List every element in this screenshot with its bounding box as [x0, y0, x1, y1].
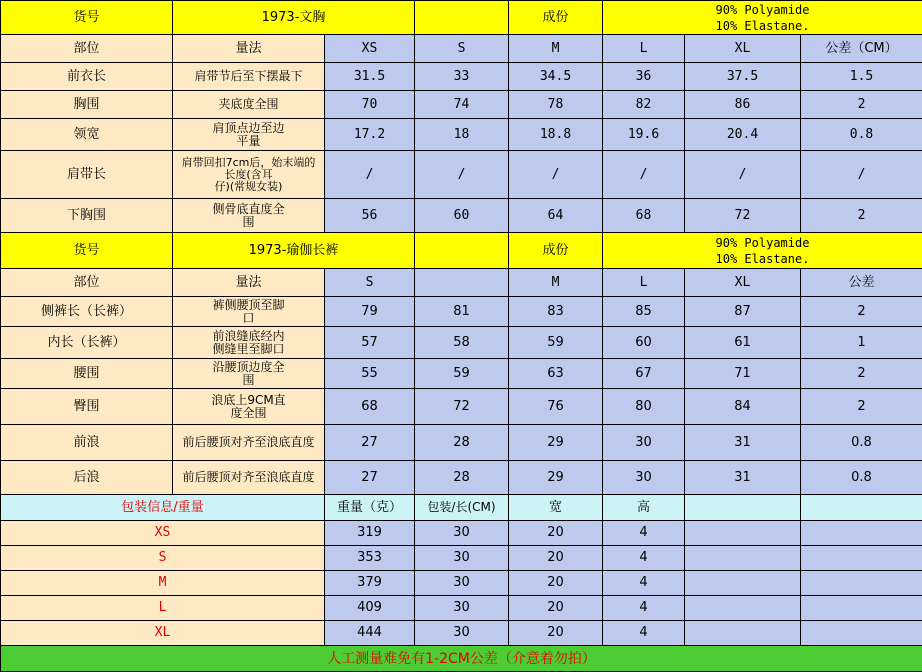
composition-value: [603, 233, 922, 269]
item-value: 1973-文胸: [173, 1, 415, 35]
empty-cell: [685, 621, 801, 646]
package-weight: 409: [325, 596, 415, 621]
tolerance-value: 0.8: [801, 425, 922, 461]
measurement-row: [1, 359, 922, 389]
method-text: 夹底度全围: [173, 91, 325, 119]
composition-value: [603, 1, 922, 35]
tolerance-value: 1.5: [801, 63, 922, 91]
package-height: 4: [603, 546, 685, 571]
part-name: 胸围: [1, 91, 173, 119]
empty-cell: [801, 621, 922, 646]
empty-cell: [415, 233, 509, 269]
measurement-row: [1, 461, 922, 495]
empty-cell: [801, 546, 922, 571]
size-value: 74: [415, 91, 509, 119]
measurement-row: [1, 199, 922, 233]
package-size: XS: [1, 521, 325, 546]
tolerance-value: 2: [801, 91, 922, 119]
size-value: 59: [415, 359, 509, 389]
package-size: S: [1, 546, 325, 571]
size-value: 70: [325, 91, 415, 119]
item-value: 1973-瑜伽长裤: [173, 233, 415, 269]
composition-label: 成份: [509, 233, 603, 269]
composition-line: 10% Elastane.: [715, 18, 810, 33]
size-value: 59: [509, 327, 603, 359]
size-value: 31: [685, 425, 801, 461]
size-value: 18.8: [509, 119, 603, 151]
tolerance-value: 1: [801, 327, 922, 359]
size-value: 30: [603, 425, 685, 461]
package-width: 20: [509, 521, 603, 546]
method-text: 沿腰顶边度全 围: [173, 359, 325, 389]
size-value: 81: [415, 297, 509, 327]
package-weight: 444: [325, 621, 415, 646]
method-text: 肩带节后至下摆最下: [173, 63, 325, 91]
part-name: 后浪: [1, 461, 173, 495]
size-value: 34.5: [509, 63, 603, 91]
package-row: [1, 521, 922, 546]
package-width: 20: [509, 621, 603, 646]
tolerance-value: 0.8: [801, 461, 922, 495]
measurement-row: [1, 297, 922, 327]
measurement-row: [1, 327, 922, 359]
size-value: 19.6: [603, 119, 685, 151]
method-text: 裤侧腰顶至脚 口: [173, 297, 325, 327]
size-value: 67: [603, 359, 685, 389]
size-header: XL: [685, 269, 801, 297]
size-value: 83: [509, 297, 603, 327]
tolerance-value: 2: [801, 389, 922, 425]
size-value: 80: [603, 389, 685, 425]
item-label: 货号: [1, 233, 173, 269]
method-text: 肩带回扣7cm后，始末端的 长度(含耳 仔)(常规女装): [173, 151, 325, 199]
package-length: 30: [415, 546, 509, 571]
composition-line: 10% Elastane.: [715, 251, 810, 266]
part-name: 臀围: [1, 389, 173, 425]
size-value: 61: [685, 327, 801, 359]
part-name: 前浪: [1, 425, 173, 461]
size-value: 56: [325, 199, 415, 233]
package-length: 30: [415, 521, 509, 546]
tolerance-label: 公差: [801, 269, 922, 297]
tolerance-value: 2: [801, 199, 922, 233]
empty-cell: [685, 495, 801, 521]
size-value: 76: [509, 389, 603, 425]
size-value: 57: [325, 327, 415, 359]
size-value: 84: [685, 389, 801, 425]
package-height: 4: [603, 621, 685, 646]
measurement-row: [1, 425, 922, 461]
composition-line: 90% Polyamide: [715, 2, 810, 17]
measurement-row: [1, 119, 922, 151]
package-height: 4: [603, 596, 685, 621]
package-length: 30: [415, 596, 509, 621]
package-weight: 319: [325, 521, 415, 546]
size-value: /: [415, 151, 509, 199]
size-value: 30: [603, 461, 685, 495]
method-text: 浪底上9CM直 度全围: [173, 389, 325, 425]
top-column-header-row: [1, 35, 922, 63]
size-value: 68: [325, 389, 415, 425]
size-value: 20.4: [685, 119, 801, 151]
package-title: 包装信息/重量: [1, 495, 325, 521]
package-weight: 353: [325, 546, 415, 571]
size-value: 68: [603, 199, 685, 233]
size-value: 27: [325, 425, 415, 461]
empty-cell: [685, 521, 801, 546]
size-header: S: [415, 35, 509, 63]
size-value: 72: [415, 389, 509, 425]
size-value: 33: [415, 63, 509, 91]
size-value: /: [325, 151, 415, 199]
empty-cell: [685, 596, 801, 621]
part-label: 部位: [1, 269, 173, 297]
package-row: [1, 571, 922, 596]
package-row: [1, 621, 922, 646]
empty-cell: [685, 571, 801, 596]
composition-label: 成份: [509, 1, 603, 35]
size-value: 58: [415, 327, 509, 359]
size-value: 18: [415, 119, 509, 151]
empty-cell: [801, 596, 922, 621]
size-value: 78: [509, 91, 603, 119]
package-width: 20: [509, 546, 603, 571]
size-header: S: [325, 269, 415, 297]
empty-cell: [801, 571, 922, 596]
measurement-row: [1, 91, 922, 119]
package-width: 20: [509, 571, 603, 596]
package-height: 4: [603, 521, 685, 546]
size-value: 55: [325, 359, 415, 389]
method-text: 前浪缝底经内 侧缝里至脚口: [173, 327, 325, 359]
size-value: 63: [509, 359, 603, 389]
bottom-header-row: [1, 233, 922, 269]
package-header-row: [1, 495, 922, 521]
size-header: L: [603, 269, 685, 297]
package-header: 重量（克）: [325, 495, 415, 521]
package-header: 宽: [509, 495, 603, 521]
footer-note: 人工测量难免有1-2CM公差（介意着勿拍）: [1, 646, 922, 672]
composition-line: 90% Polyamide: [715, 235, 810, 250]
measurement-row: [1, 389, 922, 425]
size-header: XL: [685, 35, 801, 63]
size-value: 64: [509, 199, 603, 233]
package-row: [1, 596, 922, 621]
empty-cell: [801, 495, 922, 521]
size-header: [415, 269, 509, 297]
part-name: 肩带长: [1, 151, 173, 199]
size-value: 27: [325, 461, 415, 495]
size-value: 72: [685, 199, 801, 233]
size-value: 17.2: [325, 119, 415, 151]
tolerance-value: 0.8: [801, 119, 922, 151]
method-label: 量法: [173, 35, 325, 63]
size-value: 28: [415, 461, 509, 495]
empty-cell: [801, 521, 922, 546]
top-header-row: [1, 1, 922, 35]
part-name: 领宽: [1, 119, 173, 151]
package-header: 高: [603, 495, 685, 521]
package-length: 30: [415, 571, 509, 596]
method-text: 前后腰顶对齐至浪底直度: [173, 425, 325, 461]
method-text: 肩顶点边至边 平量: [173, 119, 325, 151]
size-value: 29: [509, 425, 603, 461]
package-size: L: [1, 596, 325, 621]
size-value: /: [603, 151, 685, 199]
package-header: 包装/长(CM): [415, 495, 509, 521]
size-value: 87: [685, 297, 801, 327]
size-value: 28: [415, 425, 509, 461]
part-name: 侧裤长（长裤）: [1, 297, 173, 327]
footer-row: [1, 646, 922, 672]
size-value: 31.5: [325, 63, 415, 91]
empty-cell: [415, 1, 509, 35]
size-value: /: [509, 151, 603, 199]
package-length: 30: [415, 621, 509, 646]
method-text: 侧骨底直度全 围: [173, 199, 325, 233]
package-size: M: [1, 571, 325, 596]
package-row: [1, 546, 922, 571]
size-value: 71: [685, 359, 801, 389]
method-label: 量法: [173, 269, 325, 297]
size-value: 31: [685, 461, 801, 495]
size-value: 36: [603, 63, 685, 91]
part-name: 前衣长: [1, 63, 173, 91]
tolerance-value: 2: [801, 359, 922, 389]
size-value: 37.5: [685, 63, 801, 91]
item-label: 货号: [1, 1, 173, 35]
size-header: M: [509, 35, 603, 63]
size-value: /: [685, 151, 801, 199]
part-name: 下胸围: [1, 199, 173, 233]
size-header: L: [603, 35, 685, 63]
measurement-row: [1, 151, 922, 199]
package-height: 4: [603, 571, 685, 596]
tolerance-value: /: [801, 151, 922, 199]
part-name: 内长（长裤）: [1, 327, 173, 359]
size-value: 86: [685, 91, 801, 119]
part-name: 腰围: [1, 359, 173, 389]
package-weight: 379: [325, 571, 415, 596]
part-label: 部位: [1, 35, 173, 63]
size-value: 60: [603, 327, 685, 359]
size-value: 60: [415, 199, 509, 233]
tolerance-value: 2: [801, 297, 922, 327]
bottom-column-header-row: [1, 269, 922, 297]
size-value: 29: [509, 461, 603, 495]
size-header: XS: [325, 35, 415, 63]
method-text: 前后腰顶对齐至浪底直度: [173, 461, 325, 495]
package-width: 20: [509, 596, 603, 621]
size-value: 79: [325, 297, 415, 327]
size-header: M: [509, 269, 603, 297]
measurement-row: [1, 63, 922, 91]
package-size: XL: [1, 621, 325, 646]
tolerance-label: 公差（CM）: [801, 35, 922, 63]
empty-cell: [685, 546, 801, 571]
size-value: 82: [603, 91, 685, 119]
size-value: 85: [603, 297, 685, 327]
